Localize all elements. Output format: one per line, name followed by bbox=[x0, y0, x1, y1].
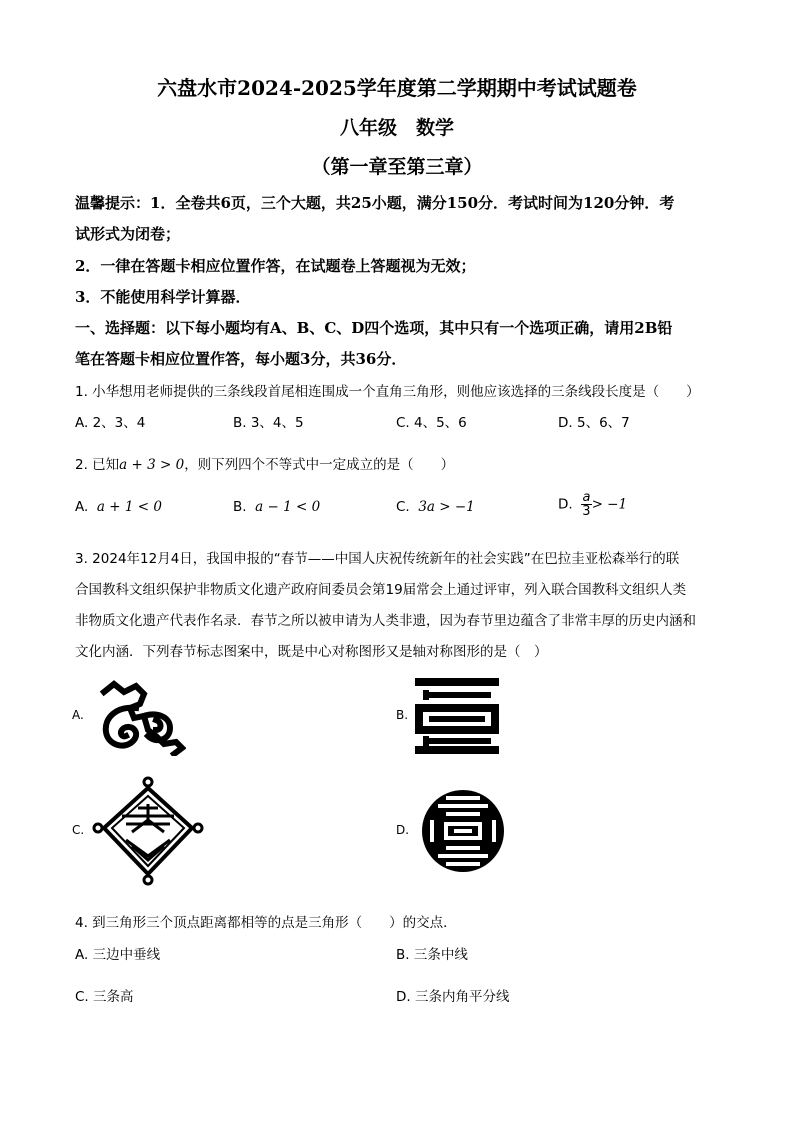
q2-option-a-math: a + 1 < 0 bbox=[96, 499, 162, 515]
q1-option-a: A. 2、3、4 bbox=[75, 415, 146, 431]
q2-option-c-math: 3a > −1 bbox=[418, 499, 475, 515]
q3-option-a-label: A. bbox=[72, 708, 84, 722]
chapter-range: （第一章至第三章） bbox=[311, 156, 483, 178]
q2-option-b bbox=[233, 499, 320, 515]
q1-option-d: D. 5、6、7 bbox=[558, 415, 630, 431]
q2-option-d-fraction bbox=[581, 491, 591, 518]
q3-line-4: 文化内涵．下列春节标志图案中，既是中心对称图形又是轴对称图形的是（ ） bbox=[75, 644, 548, 660]
emblem-b-bars-icon bbox=[415, 678, 499, 754]
section-1-header-line-1: 一、选择题：以下每小题均有A、B、C、D四个选项，其中只有一个选项正确，请用2B铅 bbox=[75, 319, 673, 337]
section-1-header-line-2: 笔在答题卡相应位置作答，每小题3分，共36分． bbox=[75, 350, 407, 368]
q2-stem-pre: 2. 已知 bbox=[75, 457, 120, 473]
q3-option-b-label: B. bbox=[396, 708, 409, 722]
q3-line-3: 非物质文化遗产代表作名录．春节之所以被申请为人类非遗，因为春节里边蕴含了非常丰厚的历史内涵和 bbox=[75, 613, 696, 629]
q1-stem: 1. 小华想用老师提供的三条线段首尾相连围成一个直角三角形，则他应该选择的三条线段长度是（ ） bbox=[75, 384, 700, 400]
emblem-d-round-seal-icon bbox=[422, 790, 504, 872]
q2-option-b-math: a − 1 < 0 bbox=[255, 499, 321, 515]
exam-title: 六盘水市2024-2025学年度第二学期期中考试试题卷 bbox=[157, 76, 637, 100]
fraction-denominator: 3 bbox=[582, 504, 591, 519]
q2-option-d-label: D. bbox=[558, 496, 573, 513]
emblem-a-swirl-icon bbox=[96, 678, 186, 756]
q4-option-c: C. 三条高 bbox=[75, 989, 134, 1005]
q2-option-c bbox=[396, 499, 475, 515]
note-line-1: 温馨提示：1．全卷共6页，三个大题，共25小题，满分150分．考试时间为120分钟．考 bbox=[75, 194, 675, 212]
fraction-numerator: a bbox=[582, 490, 591, 505]
note-line-1b: 试形式为闭卷； bbox=[75, 225, 181, 243]
q3-option-d-label: D. bbox=[396, 823, 410, 837]
q2-condition: a + 3 > 0 bbox=[119, 457, 185, 473]
q3-line-2: 合国教科文组织保护非物质文化遗产政府间委员会第19届常会上通过评审，列入联合国教科文组织人类 bbox=[75, 582, 687, 598]
q2-option-d-math: > −1 bbox=[591, 496, 628, 513]
q2-stem bbox=[75, 453, 454, 473]
q4-option-b: B. 三条中线 bbox=[396, 947, 468, 963]
q3-line-1: 3. 2024年12月4日，我国申报的“春节——中国人庆祝传统新年的社会实践”在巴拉圭亚松森举行的联 bbox=[75, 551, 680, 567]
emblem-c-diamond-knot-icon bbox=[92, 776, 204, 886]
q1-option-b: B. 3、4、5 bbox=[233, 415, 304, 431]
q4-option-a: A. 三边中垂线 bbox=[75, 947, 161, 963]
q3-option-c-label: C. bbox=[72, 823, 85, 837]
q4-stem: 4. 到三角形三个顶点距离都相等的点是三角形（ ）的交点． bbox=[75, 915, 457, 931]
q2-stem-post: ，则下列四个不等式中一定成立的是（ ） bbox=[184, 457, 455, 473]
q2-option-a-label: A. bbox=[75, 499, 89, 515]
q2-option-c-label: C. bbox=[396, 499, 410, 515]
note-line-3: 3．不能使用科学计算器． bbox=[75, 288, 251, 306]
q2-option-a bbox=[75, 499, 162, 515]
q2-option-d bbox=[558, 491, 627, 518]
q1-option-c: C. 4、5、6 bbox=[396, 415, 467, 431]
grade-subject: 八年级 数学 bbox=[339, 117, 454, 139]
q2-option-b-label: B. bbox=[233, 499, 247, 515]
note-line-2: 2．一律在答题卡相应位置作答，在试题卷上答题视为无效； bbox=[75, 257, 476, 275]
q4-option-d: D. 三条内角平分线 bbox=[396, 989, 510, 1005]
